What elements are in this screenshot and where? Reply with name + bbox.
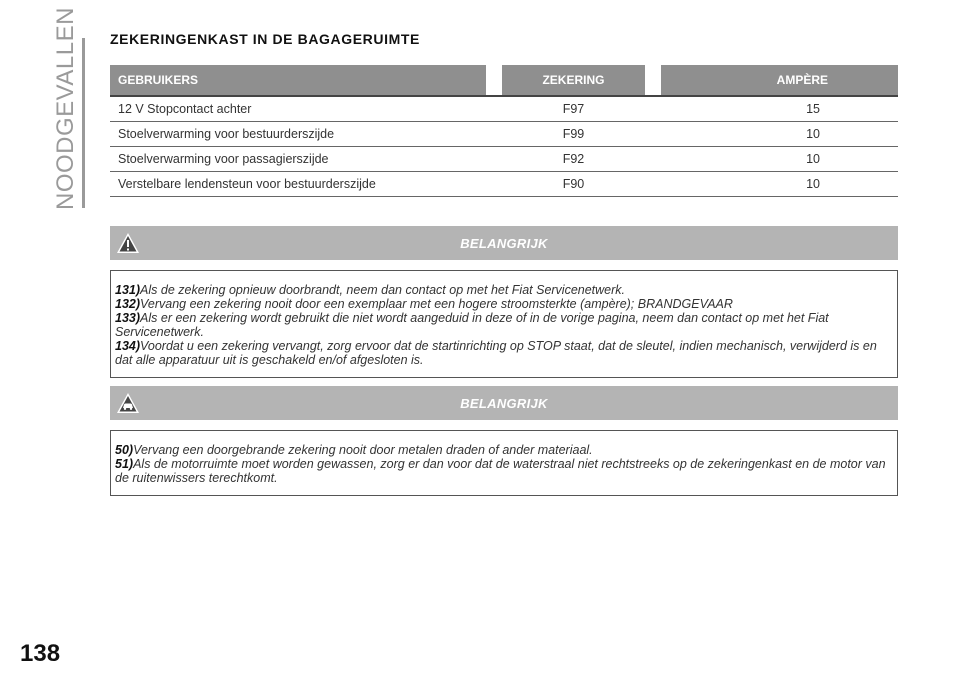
page-number: 138 [20,640,61,667]
column-header-users: GEBRUIKERS [110,65,486,96]
table-row [110,122,898,147]
warning-body [110,270,898,378]
warning-title: BELANGRIJK [460,395,548,411]
warning-item: 131)Als de zekering opnieuw doorbrandt, neem dan contact op met het Fiat Servicenetwerk. [115,283,626,297]
cell-user: Stoelverwarming voor bestuurderszijde [110,122,486,147]
warning-item: 134)Voordat u een zekering vervangt, zorg ervoor dat de startinrichting op STOP staat, dat de sleutel, indien mechanisch, verwijderd is en dat alle apparatuur uit is geschakeld en/of afgesloten is. [115,339,877,367]
section-title: ZEKERINGENKAST IN DE BAGAGERUIMTE [110,31,420,47]
cell-user: 12 V Stopcontact achter [110,96,486,122]
warning-header [110,226,898,260]
warning-item: 50)Vervang een doorgebrande zekering nooit door metalen draden of ander materiaal. [115,443,593,457]
table-row [110,172,898,197]
warning-body [110,430,898,496]
warning-triangle-icon [116,231,140,255]
column-header-fuse: ZEKERING [502,65,645,96]
warning-item: 51)Als de motorruimte moet worden gewassen, zorg er dan voor dat de waterstraal niet rechtstreeks op de zekeringenkast en de motor van de ruitenwissers terechtkomt. [115,457,886,485]
warning-box-important-vehicle [110,386,898,496]
table-row [110,96,898,122]
column-header-ampere: AMPÈRE [661,65,898,96]
warning-header [110,386,898,420]
side-divider [82,38,85,208]
cell-fuse: F99 [502,122,645,147]
table-header-row [110,65,898,96]
table-row [110,147,898,172]
cell-ampere: 10 [661,147,898,172]
warning-title: BELANGRIJK [460,235,548,251]
cell-fuse: F97 [502,96,645,122]
warning-box-important [110,226,898,378]
warning-item: 132)Vervang een zekering nooit door een exemplaar met een hogere stroomsterkte (ampère); BRANDGEVAAR [115,297,733,311]
warning-item: 133)Als er een zekering wordt gebruikt die niet wordt aangeduid in deze of in de vorige pagina, neem dan contact op met het Fiat Servicenetwerk. [115,311,829,339]
cell-ampere: 10 [661,122,898,147]
side-chapter-title: NOODGEVALLEN [52,7,79,210]
cell-fuse: F90 [502,172,645,197]
cell-fuse: F92 [502,147,645,172]
cell-user: Stoelverwarming voor passagierszijde [110,147,486,172]
car-damage-icon [116,391,140,415]
fuse-table [110,65,898,197]
cell-user: Verstelbare lendensteun voor bestuurderszijde [110,172,486,197]
cell-ampere: 15 [661,96,898,122]
cell-ampere: 10 [661,172,898,197]
